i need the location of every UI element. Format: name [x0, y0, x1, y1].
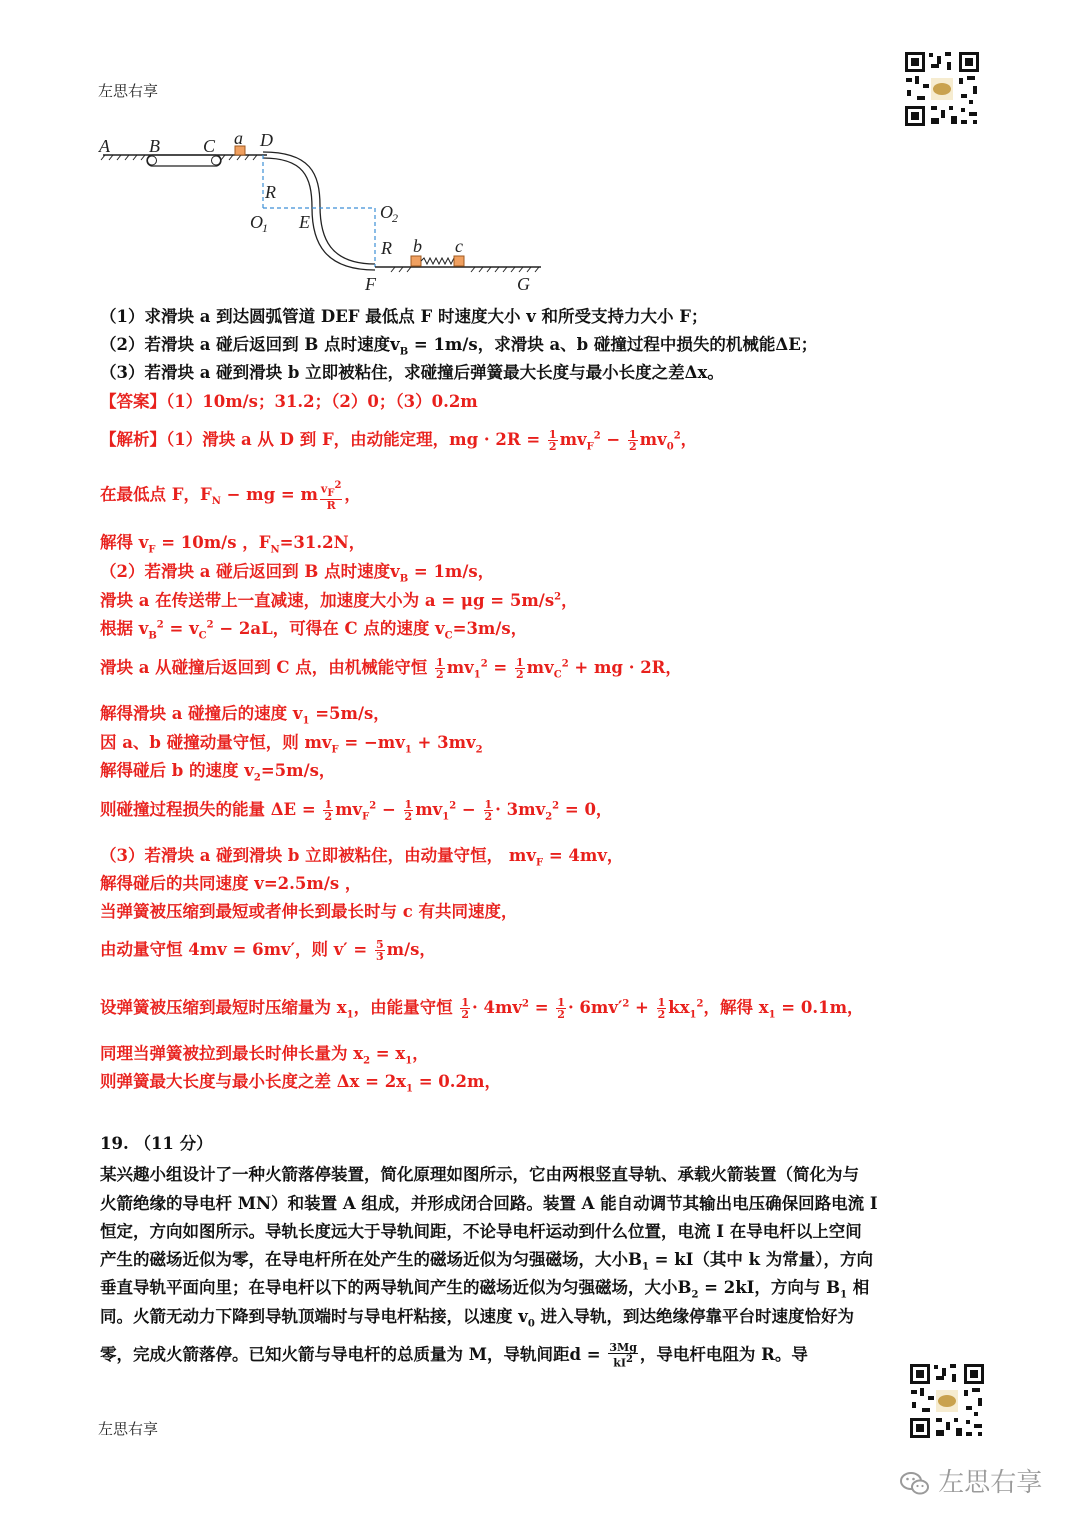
svg-text:1: 1	[262, 221, 268, 235]
svg-text:A: A	[99, 136, 110, 156]
solution-line-1: 【解析】（1）滑块 a 从 D 到 F，由动能定理，mg · 2R = $\frac{1}{2}$ $mv_F^2$ − $\frac{1}{2}$ $mv_0^2$，	[100, 428, 698, 453]
solution-line-6: 根据 $v_B^2 = v_C^2 - 2aL$，可得在 C 点的速度 $v_C=3m/s$，	[100, 619, 528, 642]
question-3: （3）若滑块 a 碰到滑块 b 立即被粘住，求碰撞后弹簧最大长度与最小长度之差Δx。	[100, 363, 724, 382]
solution-line-15: 由动量守恒 4mv = 6mv′，则 v′ = $\frac{5}{3}$ m/s，	[100, 938, 436, 963]
solution-line-3: 解得 $v_F = 10m/s$ ，$F_N=31.2N$，	[100, 533, 366, 556]
problem-19-line-5: 垂直导轨平面向里；在导电杆以下的两导轨间产生的磁场近似为匀强磁场，大小$B_2 = 2kI$，方向与 $B_1$ 相	[100, 1278, 870, 1301]
problem-19-title: 19. （11 分）	[100, 1134, 213, 1153]
solution-line-9: 因 a、b 碰撞动量守恒，则 $mv_F = -mv_1 + 3mv_2$	[100, 733, 483, 756]
watermark: 左思右享	[900, 1462, 1042, 1499]
solution-line-12: （3）若滑块 a 碰到滑块 b 立即被粘住，由动量守恒， $mv_F = 4mv$，	[100, 846, 624, 869]
solution-line-13: 解得碰后的共同速度 v=2.5m/s ，	[100, 874, 362, 893]
solution-line-10: 解得碰后 b 的速度 $v_2=5m/s$，	[100, 761, 336, 784]
svg-text:O: O	[380, 202, 393, 222]
problem-19-line-1: 某兴趣小组设计了一种火箭落停装置，简化原理如图所示，它由两根竖直导轨、承载火箭装置（简化为与	[100, 1165, 859, 1184]
solution-line-5: 滑块 a 在传送带上一直减速，加速度大小为 $a = \mu g = 5m/s^2$，	[100, 591, 578, 610]
solution-line-7: 滑块 a 从碰撞后返回到 C 点，由机械能守恒 $\frac{1}{2}$ $mv_1^2$ = $\frac{1}{2}$ $mv_C^2$ + mg · 2R，	[100, 656, 682, 681]
solution-line-14: 当弹簧被压缩到最短或者伸长到最长时与 c 有共同速度，	[100, 902, 518, 921]
question-2: （2）若滑块 a 碰后返回到 B 点时速度$v_B = 1m/s$，求滑块 a、b 碰撞过程中损失的机械能ΔE；	[100, 335, 818, 358]
qr-code-icon	[903, 50, 981, 128]
svg-text:R: R	[381, 238, 392, 258]
problem-19-line-6: 同。火箭无动力下降到导轨顶端时与导电杆粘接，以速度 $v_0$ 进入导轨，到达绝缘停靠平台时速度恰好为	[100, 1307, 855, 1330]
svg-text:2: 2	[392, 211, 398, 225]
problem-19-line-3: 恒定，方向如图所示。导轨长度远大于导轨间距，不论导电杆运动到什么位置，电流 I 在导电杆以上空间	[100, 1222, 862, 1241]
solution-line-18: 则弹簧最大长度与最小长度之差 $\Delta x = 2x_1 = 0.2m$，	[100, 1072, 501, 1095]
svg-text:G: G	[517, 274, 530, 294]
svg-text:B: B	[149, 136, 160, 156]
solution-line-8: 解得滑块 a 碰撞后的速度 $v_1 =5m/s$，	[100, 704, 390, 727]
solution-line-16: 设弹簧被压缩到最短时压缩量为 $x_1$，由能量守恒 $\frac{1}{2}$ · $4mv^2$ = $\frac{1}{2}$ · $6mv'^2$ + $\frac{1}{2}$ $kx_1^2$，解得 $x_1 = 0.1m$，	[100, 996, 864, 1021]
qr-code-icon	[908, 1362, 986, 1440]
header-text: 左思右享	[98, 82, 159, 100]
solution-line-2: 在最低点 F，$F_N$ − mg = m $\frac{v_F^2}{R}$ ，	[100, 480, 361, 512]
solution-line-4: （2）若滑块 a 碰后返回到 B 点时速度$v_B = 1m/s$，	[100, 562, 495, 585]
solution-line-11: 则碰撞过程损失的能量 ΔE = $\frac{1}{2}$ $mv_F^2$ − $\frac{1}{2}$ $mv_1^2$ − $\frac{1}{2}$ · $3mv_2^2 = 0$，	[100, 798, 613, 823]
svg-text:O: O	[250, 212, 263, 232]
track-diagram	[95, 128, 555, 298]
answer-line: 【答案】（1）10m/s；31.2；（2）0；（3）0.2m	[100, 392, 478, 411]
svg-text:D: D	[260, 130, 273, 150]
solution-line-17: 同理当弹簧被拉到最长时伸长量为 $x_2 = x_1$，	[100, 1044, 429, 1067]
problem-19-line-7: 零，完成火箭落停。已知火箭与导电杆的总质量为 M，导轨间距d = $\frac{3Mg}{kI^2}$ ，导电杆电阻为 R。导	[100, 1341, 808, 1370]
footer-text: 左思右享	[98, 1420, 159, 1438]
svg-text:E: E	[299, 212, 310, 232]
wechat-icon	[900, 1471, 930, 1497]
svg-text:a: a	[234, 128, 243, 148]
svg-text:C: C	[203, 136, 216, 156]
svg-text:R: R	[265, 182, 276, 202]
svg-text:F: F	[365, 274, 376, 294]
problem-19-line-2: 火箭绝缘的导电杆 MN）和装置 A 组成，并形成闭合回路。装置 A 能自动调节其输出电压确保回路电流 I	[100, 1194, 878, 1213]
svg-text:c: c	[455, 236, 463, 256]
svg-text:b: b	[413, 236, 422, 256]
problem-19-line-4: 产生的磁场近似为零，在导电杆所在处产生的磁场近似为匀强磁场，大小$B_1 = kI$（其中 k 为常量），方向	[100, 1250, 874, 1273]
question-1: （1）求滑块 a 到达圆弧管道 DEF 最低点 F 时速度大小 v 和所受支持力大小 F；	[100, 307, 708, 326]
